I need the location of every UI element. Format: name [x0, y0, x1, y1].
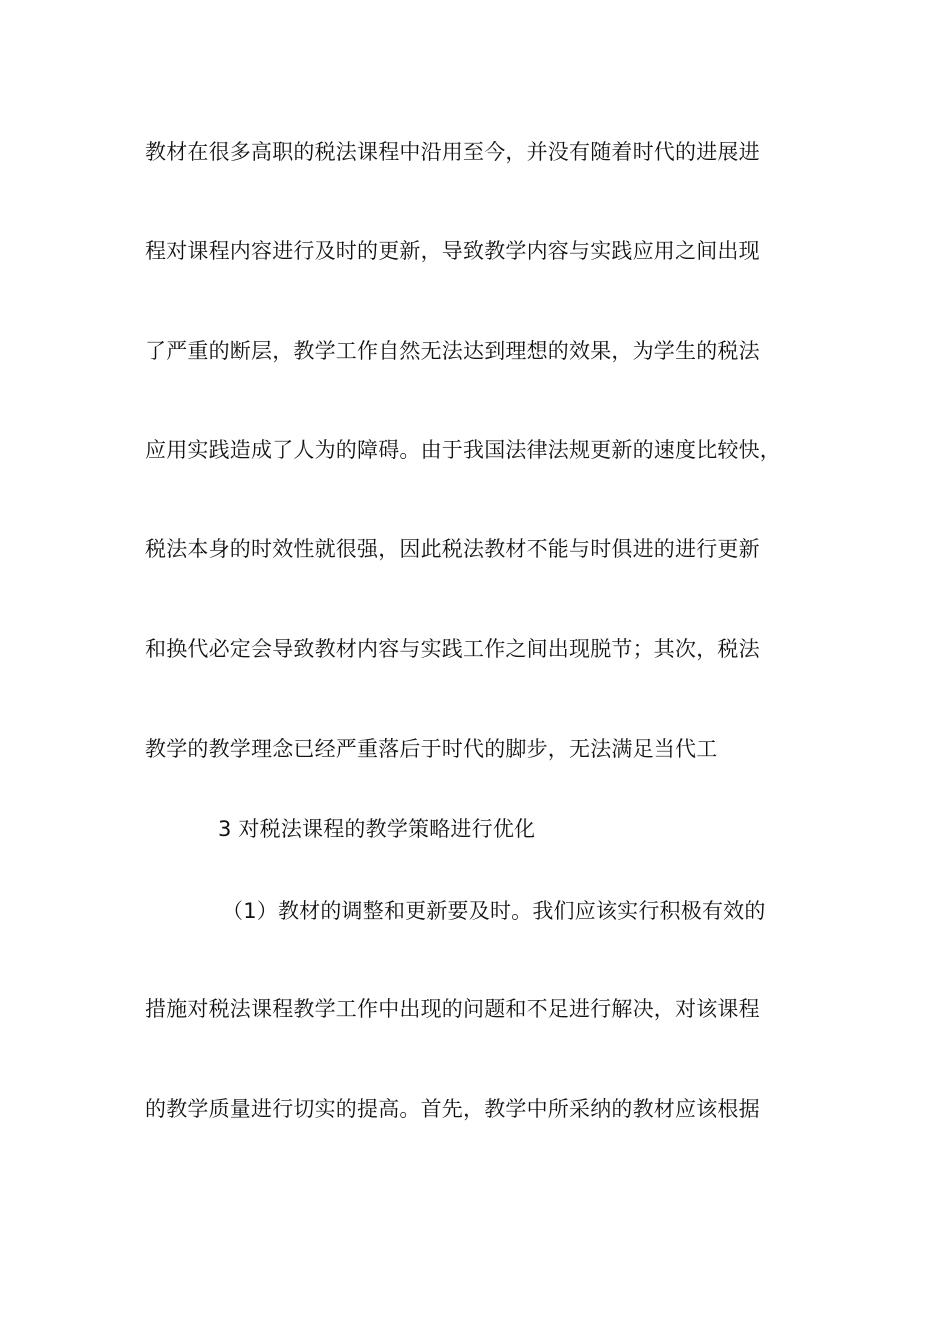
paragraph-line: 了严重的断层，教学工作自然无法达到理想的效果，为学生的税法 [145, 339, 760, 363]
paragraph-line: 程对课程内容进行及时的更新，导致教学内容与实践应用之间出现 [145, 239, 760, 263]
paragraph-line: 措施对税法课程教学工作中出现的问题和不足进行解决，对该课程 [145, 997, 760, 1021]
paragraph-line: 和换代必定会导致教材内容与实践工作之间出现脱节；其次，税法 [145, 637, 760, 661]
paragraph-line: 教学的教学理念已经严重落后于时代的脚步，无法满足当代工 [145, 737, 718, 761]
section-heading: 3 对税法课程的教学策略进行优化 [218, 817, 536, 841]
paragraph-line: 应用实践造成了人为的障碍。由于我国法律法规更新的速度比较快， [145, 438, 781, 462]
paragraph-line: 税法本身的时效性就很强，因此税法教材不能与时俱进的进行更新 [145, 537, 760, 561]
paragraph-line: （1）教材的调整和更新要及时。我们应该实行积极有效的 [222, 899, 766, 923]
paragraph-line: 教材在很多高职的税法课程中沿用至今，并没有随着时代的进展进 [145, 140, 760, 164]
paragraph-line: 的教学质量进行切实的提高。首先，教学中所采纳的教材应该根据 [145, 1097, 760, 1121]
